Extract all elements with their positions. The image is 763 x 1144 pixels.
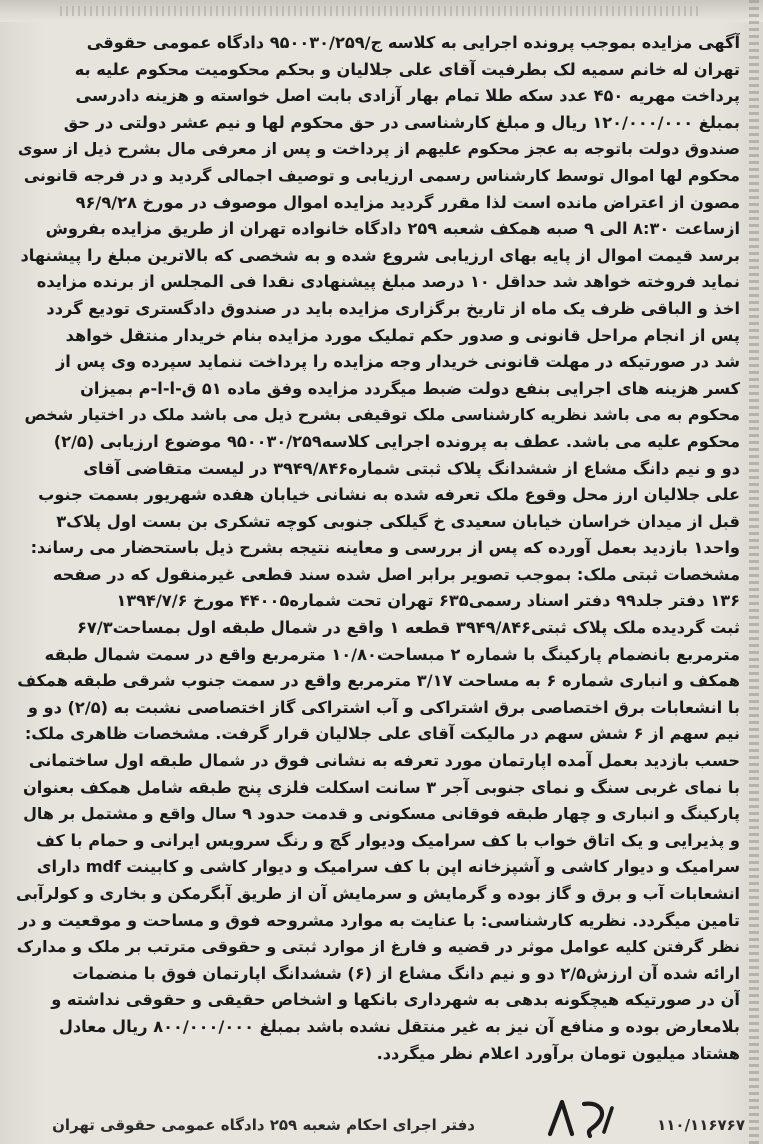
notice-line: صندوق دولت باتوجه به عجز محکوم علیهم از پرداخت و پس از معرفی مال بشرح ذیل از سوی	[17, 139, 740, 159]
issuer-signature: دفتر اجرای احکام شعبه ۲۵۹ دادگاه عمومی حقوقی تهران	[52, 1116, 475, 1134]
auction-notice-body	[16, 30, 740, 1067]
handwritten-mark	[546, 1096, 616, 1140]
notice-line: ارائه شده آن ارزش۲/۵ دو و نیم دانگ مشاع از (۶) ششدانگ اپارتمان فوق با منضمات	[72, 963, 740, 983]
notice-footer	[0, 1108, 763, 1144]
notice-line: آگهی مزایده بموجب پرونده اجرایی به کلاسه ج/۹۵۰۰۳۰/۲۵۹ دادگاه عمومی حقوقی	[86, 33, 740, 52]
notice-line: محکوم لها اموال توسط کارشناس رسمی ارزیابی و توصیف اجمالی گردید و در فرجه قانونی	[23, 165, 740, 185]
notice-line: بمبلغ ۱۲۰/۰۰۰/۰۰۰ ریال و مبلغ کارشناسی در حق محکوم لها و نیم عشر دولتی در حق	[63, 112, 740, 132]
notice-line: مصون از اعتراض مانده است لذا مقرر گردید مزایده اموال موصوف در مورخ ۹۶/۹/۲۸	[75, 192, 740, 212]
notice-line: نماید فروخته خواهد شد حداقل ۱۰ درصد مبلغ پیشنهادی نقدا فی المجلس از برنده مزایده	[36, 272, 740, 292]
notice-line: دو و نیم دانگ مشاع از ششدانگ پلاک ثبتی شماره۳۹۴۹/۸۴۶ در لیست متقاضی آقای	[83, 458, 740, 478]
notice-line: ازساعت ۸:۳۰ الی ۹ صبه همکف شعبه ۲۵۹ دادگاه خانواده تهران از طریق مزایده بفروش	[45, 219, 740, 239]
notice-line: آن در صورتیکه هیچگونه بدهی به شهرداری بانکها و اشخاص حقیقی و حقوقی نداشته و	[51, 990, 740, 1010]
notice-line: مشخصات ثبتی ملک: بموجب تصویر برابر اصل شده سند قطعی غیرمنقول که در صفحه	[52, 564, 740, 584]
notice-line: محکوم به می باشد نظریه کارشناسی ملک توقیفی بشرح ذیل می باشد ملک در اختیار شخص	[24, 405, 740, 425]
notice-line: تامین میگردد. نظریه کارشناسی: با عنایت به موارد مشروحه فوق و مساحت و موقعیت و در	[18, 910, 740, 930]
notice-line: ثبت گردیده ملک پلاک ثبتی۳۹۴۹/۸۴۶ قطعه ۱ واقع در شمال طبقه اول بمساحت۶۷/۳	[77, 618, 740, 638]
notice-line: پرداخت مهریه ۴۵۰ عدد سکه طلا تمام بهار آزادی بابت اصل خواسته و هزینه دادرسی	[75, 86, 740, 106]
notice-line: نیم سهم از ۶ شش سهم در مالیکت آقای علی جلالیان قرار گرفت. مشخصات ظاهری ملک:	[24, 724, 740, 744]
right-border-dots	[749, 0, 759, 1144]
notice-line: کسر هزینه های اجرایی بنفع دولت ضبط میگردد مزایده وفق ماده ۵۱ ق-ا-ا-م بمیزان	[80, 378, 740, 398]
notice-line: همکف و انباری شماره ۶ به مساحت ۳/۱۷ مترمربع واقع در سمت جنوب شرقی طبقه همکف	[17, 671, 740, 691]
notice-line: پارکینگ و انباری و چهار طبقه فوقانی مسکونی و قدمت حدود ۹ سال واقع و مشتمل بر هال	[23, 804, 740, 824]
reference-number: ۱۱۰/۱۱۶۷۶۷	[657, 1116, 745, 1134]
notice-line: علی جلالیان ارز محل وقوع ملک تعرفه شده به نشانی خیابان هفده شهریور بسمت جنوب	[38, 485, 740, 505]
notice-line: با انشعابات برق اختصاصی برق اشتراکی و آب اشتراکی گاز اختصاصی نشبت به (۲/۵) دو و	[27, 697, 740, 717]
notice-line: واحد۱ بازدید بعمل آورده که پس از بررسی و معاینه نتیجه بشرح ذیل باستحضار می رساند:	[30, 538, 740, 558]
notice-line: حسب بازدید بعمل آمده اپارتمان مورد تعرفه به نشانی فوق در شمال طبقه اول ساختمانی	[28, 751, 740, 771]
notice-line: مترمربع بانضمام پارکینگ با شماره ۲ مبساحت۱۰/۸۰ مترمربع واقع در سمت شمال طبقه	[44, 644, 740, 664]
notice-line: قبل از میدان خراسان خیابان سعیدی خ گیلکی جنوبی کوچه تشکری بن بست اول پلاک۳	[56, 511, 740, 531]
notice-line: هشتاد میلیون تومان برآورد اعلام نظر میگردد.	[376, 1043, 740, 1063]
notice-line: برسد قیمت اموال از پایه بهای ارزیابی شروع شده و به شخصی که بالاترین مبلغ را پیشنهاد	[20, 245, 740, 265]
notice-line: با نمای غربی سنگ و نمای جنوبی آجر ۳ سانت اسکلت فلزی پنج طبقه شامل همکف بعنوان	[22, 777, 740, 797]
notice-line: سرامیک و دیوار کاشی و آشپزخانه اپن با کف سرامیک و دیوار کاشی و کابینت mdf دارای	[36, 857, 740, 877]
notice-line: بلامعارض بوده و منافع آن نیز به غیر منتقل نشده باشد بمبلغ ۸۰۰/۰۰۰/۰۰۰ ریال معادل	[58, 1016, 740, 1036]
notice-line: تهران له خانم سمیه لک بطرفیت آقای علی جلالیان و بحکم محکومیت محکوم علیه به	[74, 59, 740, 79]
notice-line: نظر گرفتن کلیه عوامل موثر در قضیه و فارغ از موارد ثبتی و حقوقی مترتب بر ملک و مدارک	[16, 937, 740, 957]
top-edge-marks	[60, 6, 700, 16]
notice-line: ۱۳۶ دفتر جلد۹۹ دفتر اسناد رسمی۶۳۵ تهران تحت شماره۴۴۰۰۵ مورخ ۱۳۹۴/۷/۶	[116, 591, 740, 611]
notice-line: اخذ و الباقی ظرف یک ماه از تاریخ برگزاری مزایده باید در صندوق دادگستری تودیع گردد	[46, 298, 740, 318]
notice-line: شد در صورتیکه در مهلت قانونی خریدار وجه مزایده را پرداخت ننماید سپرده وی پس از	[55, 352, 740, 372]
notice-line: پس از انجام مراحل قانونی و صدور حکم تملیک مورد مزایده بنام خریدار منتقل خواهد	[65, 325, 740, 345]
notice-line: محکوم علیه می باشد. عطف به پرونده اجرایی کلاسه۹۵۰۰۳۰/۲۵۹ موضوع ارزیابی (۲/۵)	[53, 431, 740, 451]
notice-line: انشعابات آب و برق و گاز بوده و گرمایش و سرمایش آن از طریق آبگرمکن و بخاری و کولرآبی	[16, 884, 740, 903]
notice-line: و پذیرایی و یک اتاق خواب با کف سرامیک ودیوار گچ و رنگ سرویس ایرانی و حمام با کف	[36, 830, 740, 850]
